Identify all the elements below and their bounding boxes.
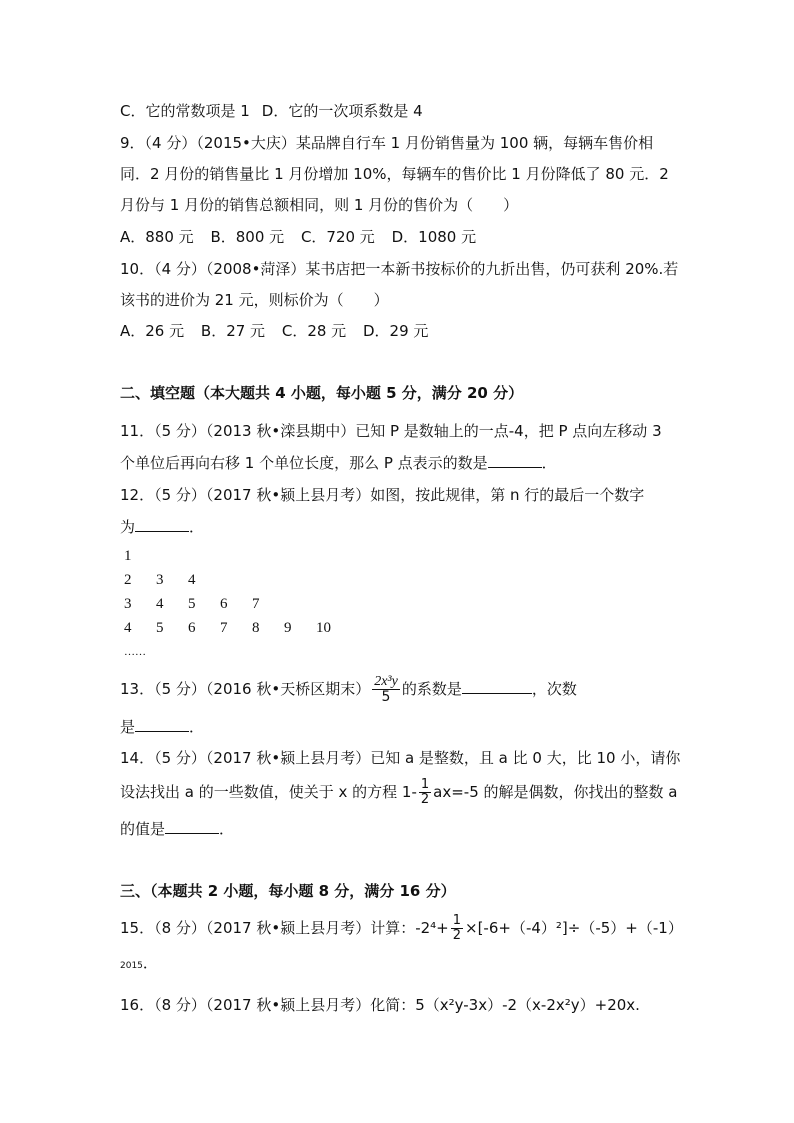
pattern-number: 7 <box>220 620 228 636</box>
q13-frac-num: 2x³y <box>374 674 398 689</box>
q11-end: ． <box>541 454 557 472</box>
q9-option-d: D．1080 元 <box>391 228 477 246</box>
q9-line1: 9．（4 分）（2015•大庆）某品牌自行车 1 月份销售量为 100 辆，每辆车售价相 <box>120 134 654 152</box>
q11-line2-text: 个单位后再向右移 1 个单位长度，那么 P 点表示的数是 <box>120 454 488 472</box>
q14-line2 <box>120 778 677 807</box>
q14-end: ． <box>219 820 235 838</box>
q10-option-d: D．29 元 <box>362 322 429 340</box>
q15-frac-num: 1 <box>452 913 462 928</box>
q15-post: ×[-6+（-4）²]÷（-5）+（-1） <box>465 919 683 937</box>
q13-mid: 的系数是 <box>401 680 462 698</box>
q14-line2-pre: 设法找出 a 的一些数值，使关于 x 的方程 1- <box>120 783 417 801</box>
section3-title: 三、（本题共 2 小题，每小题 8 分，满分 16 分） <box>120 882 456 900</box>
q15-line2 <box>120 952 158 977</box>
pattern-number: 1 <box>124 548 132 564</box>
q9-option-a: A．880 元 <box>120 228 194 246</box>
q12-pattern-row-2 <box>124 572 220 589</box>
q14-line3-pre: 的值是 <box>120 820 166 838</box>
q14-line1: 14．（5 分）（2017 秋•颍上县月考）已知 a 是整数，且 a 比 0 大，比 10 小，请你 <box>120 749 681 767</box>
q12-pattern-ellipsis: …… <box>124 646 146 658</box>
q8-option-d: D．它的一次项系数是 4 <box>261 102 423 120</box>
q12-pattern-row-4 <box>124 620 348 637</box>
q12-pattern-row-1 <box>124 548 156 565</box>
pattern-number: 4 <box>124 620 132 636</box>
q15-frac-den: 2 <box>452 928 462 943</box>
q14-answer-blank[interactable] <box>165 819 219 834</box>
q15-end: ． <box>142 954 158 972</box>
q11-line1: 11．（5 分）（2013 秋•滦县期中）已知 P 是数轴上的一点-4，把 P 点向左移动 3 <box>120 422 662 440</box>
q15-exponent: 2015 <box>120 961 143 971</box>
q16-line: 16．（8 分）（2017 秋•颍上县月考）化简：5（x²y-3x）-2（x-2x²y）+20x. <box>120 996 640 1014</box>
q9-option-c: C．720 元 <box>300 228 375 246</box>
pattern-number: 4 <box>188 572 196 588</box>
q8-option-c: C．它的常数项是 1 <box>120 102 250 120</box>
q10-option-a: A．26 元 <box>120 322 185 340</box>
q12-line1: 12．（5 分）（2017 秋•颍上县月考）如图，按此规律，第 n 行的最后一个数字 <box>120 486 645 504</box>
q9-line2: 同．2 月份的销售量比 1 月份增加 10%，每辆车的售价比 1 月份降低了 80 元．2 <box>120 165 669 183</box>
pattern-number: 3 <box>156 572 164 588</box>
q10-option-c: C．28 元 <box>281 322 347 340</box>
q10-line1: 10．（4 分）（2008•菏泽）某书店把一本新书按标价的九折出售，仍可获利 20%.若 <box>120 260 679 278</box>
q14-frac-den: 2 <box>420 792 430 807</box>
pattern-number: 7 <box>252 596 260 612</box>
q13-frac-den: 5 <box>381 689 391 705</box>
pattern-number: 4 <box>156 596 164 612</box>
q9-line3: 月份与 1 月份的销售总额相同，则 1 月份的售价为（ ） <box>120 196 519 214</box>
pattern-number: 8 <box>252 620 260 636</box>
q15-pre: 15．（8 分）（2017 秋•颍上县月考）计算：-2⁴+ <box>120 919 449 937</box>
q15-line1 <box>120 914 683 943</box>
q10-line2: 该书的进价为 21 元，则标价为（ ） <box>120 291 389 309</box>
q14-line2-post: ax=-5 的解是偶数，你找出的整数 a <box>433 783 678 801</box>
q13-degree-blank[interactable] <box>135 717 189 732</box>
q12-answer-blank[interactable] <box>135 517 189 532</box>
q13-line2 <box>120 716 204 738</box>
pattern-number: 6 <box>188 620 196 636</box>
q14-line3 <box>120 818 234 840</box>
q14-frac-num: 1 <box>420 777 430 792</box>
q12-line2-pre: 为 <box>120 518 136 536</box>
q10-options <box>120 320 440 342</box>
pattern-number: 9 <box>284 620 292 636</box>
pattern-number: 6 <box>220 596 228 612</box>
q12-pattern-row-3 <box>124 596 284 613</box>
q11-answer-blank[interactable] <box>488 453 542 468</box>
pattern-number: 10 <box>316 620 331 636</box>
q12-end: ． <box>189 518 205 536</box>
q12-line2 <box>120 516 204 538</box>
q13-line2-pre: 是 <box>120 718 136 736</box>
q13-pre: 13．（5 分）（2016 秋•天桥区期末） <box>120 680 371 698</box>
q15-fraction <box>451 914 463 943</box>
q10-option-b: B．27 元 <box>200 322 266 340</box>
q13-mid2: ，次数 <box>531 680 577 698</box>
q11-line2 <box>120 452 557 474</box>
pattern-number: 2 <box>124 572 132 588</box>
q14-fraction <box>419 778 431 807</box>
q13-fraction <box>372 675 400 704</box>
q13-line1 <box>120 675 577 704</box>
q9-options <box>120 226 488 248</box>
pattern-number: 5 <box>188 596 196 612</box>
q13-coefficient-blank[interactable] <box>462 679 532 694</box>
q8-options <box>120 100 435 122</box>
section2-title: 二、填空题（本大题共 4 小题，每小题 5 分，满分 20 分） <box>120 384 524 402</box>
pattern-number: 5 <box>156 620 164 636</box>
q9-option-b: B．800 元 <box>210 228 285 246</box>
pattern-number: 3 <box>124 596 132 612</box>
q13-end: ． <box>189 718 205 736</box>
